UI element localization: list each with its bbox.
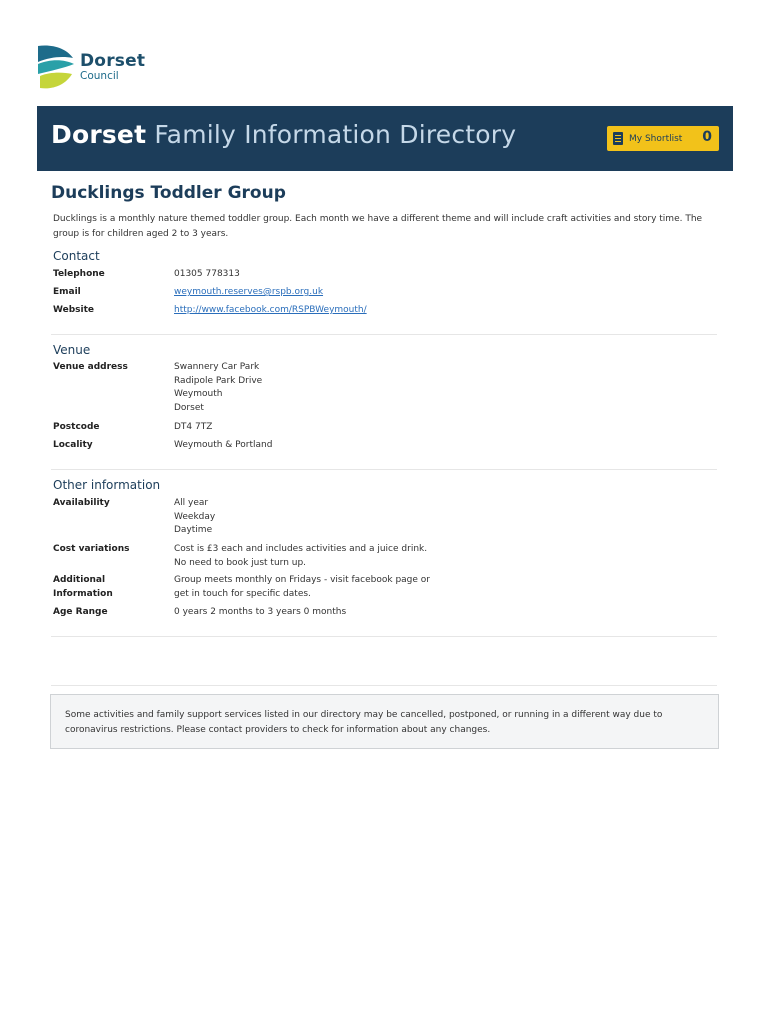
logo-name: Dorset [80, 50, 146, 71]
availability-line: All year [174, 498, 209, 508]
shortlist-icon [613, 132, 623, 145]
coronavirus-notice: Some activities and family support services listed in our directory may be cancelled, postponed, or running in a different way due to coronavirus restrictions. Please contact providers to check for information about any changes. [50, 694, 719, 749]
age-range-label: Age Range [53, 607, 108, 617]
cost-line: Cost is £3 each and includes activities and a juice drink. [174, 544, 428, 554]
site-title-bold: Dorset [51, 120, 147, 149]
my-shortlist-button[interactable] [607, 126, 719, 151]
additional-line: get in touch for specific dates. [174, 588, 311, 599]
divider [51, 685, 717, 686]
other-info-heading: Other information [53, 478, 161, 492]
postcode-label: Postcode [53, 422, 100, 432]
availability-label: Availability [53, 498, 110, 508]
website-label: Website [53, 305, 95, 315]
cost-line: No need to book just turn up. [174, 557, 307, 568]
header-banner [37, 106, 733, 171]
shortlist-label: My Shortlist [629, 133, 683, 144]
logo-subtitle: Council [80, 69, 119, 82]
address-line: Radipole Park Drive [174, 375, 263, 386]
address-line: Dorset [174, 402, 204, 413]
locality-label: Locality [53, 440, 93, 450]
email-link[interactable]: weymouth.reserves@rspb.org.uk [174, 287, 324, 297]
dorset-council-logo[interactable] [36, 44, 156, 90]
divider [51, 469, 717, 470]
postcode-value: DT4 7TZ [174, 422, 213, 432]
website-link[interactable]: http://www.facebook.com/RSPBWeymouth/ [174, 305, 367, 315]
locality-value: Weymouth & Portland [174, 440, 273, 450]
additional-label-line: Additional [53, 575, 106, 585]
dorset-logo-icon [36, 44, 76, 90]
availability-line: Weekday [174, 511, 216, 522]
divider [51, 334, 717, 335]
site-title[interactable] [51, 120, 516, 149]
venue-address-label: Venue address [53, 362, 128, 372]
divider [51, 636, 717, 637]
telephone-label: Telephone [53, 269, 105, 279]
age-range-value: 0 years 2 months to 3 years 0 months [174, 607, 347, 617]
address-line: Weymouth [174, 389, 223, 399]
additional-line: Group meets monthly on Fridays - visit facebook page or [174, 575, 431, 585]
telephone-value: 01305 778313 [174, 269, 240, 279]
cost-label: Cost variations [53, 544, 130, 554]
contact-heading: Contact [53, 249, 100, 263]
page-title: Ducklings Toddler Group [51, 183, 286, 203]
availability-line: Daytime [174, 525, 213, 535]
venue-heading: Venue [53, 343, 91, 357]
page-description: Ducklings is a monthly nature themed toddler group. Each month we have a different theme and will include craft activities and story time. The group is for children aged 2 to 3 years. [53, 214, 703, 239]
address-line: Swannery Car Park [174, 362, 260, 372]
site-title-rest: Family Information Directory [146, 120, 517, 149]
shortlist-count: 0 [702, 129, 712, 145]
email-label: Email [53, 287, 81, 297]
additional-label-line: Information [53, 588, 113, 599]
